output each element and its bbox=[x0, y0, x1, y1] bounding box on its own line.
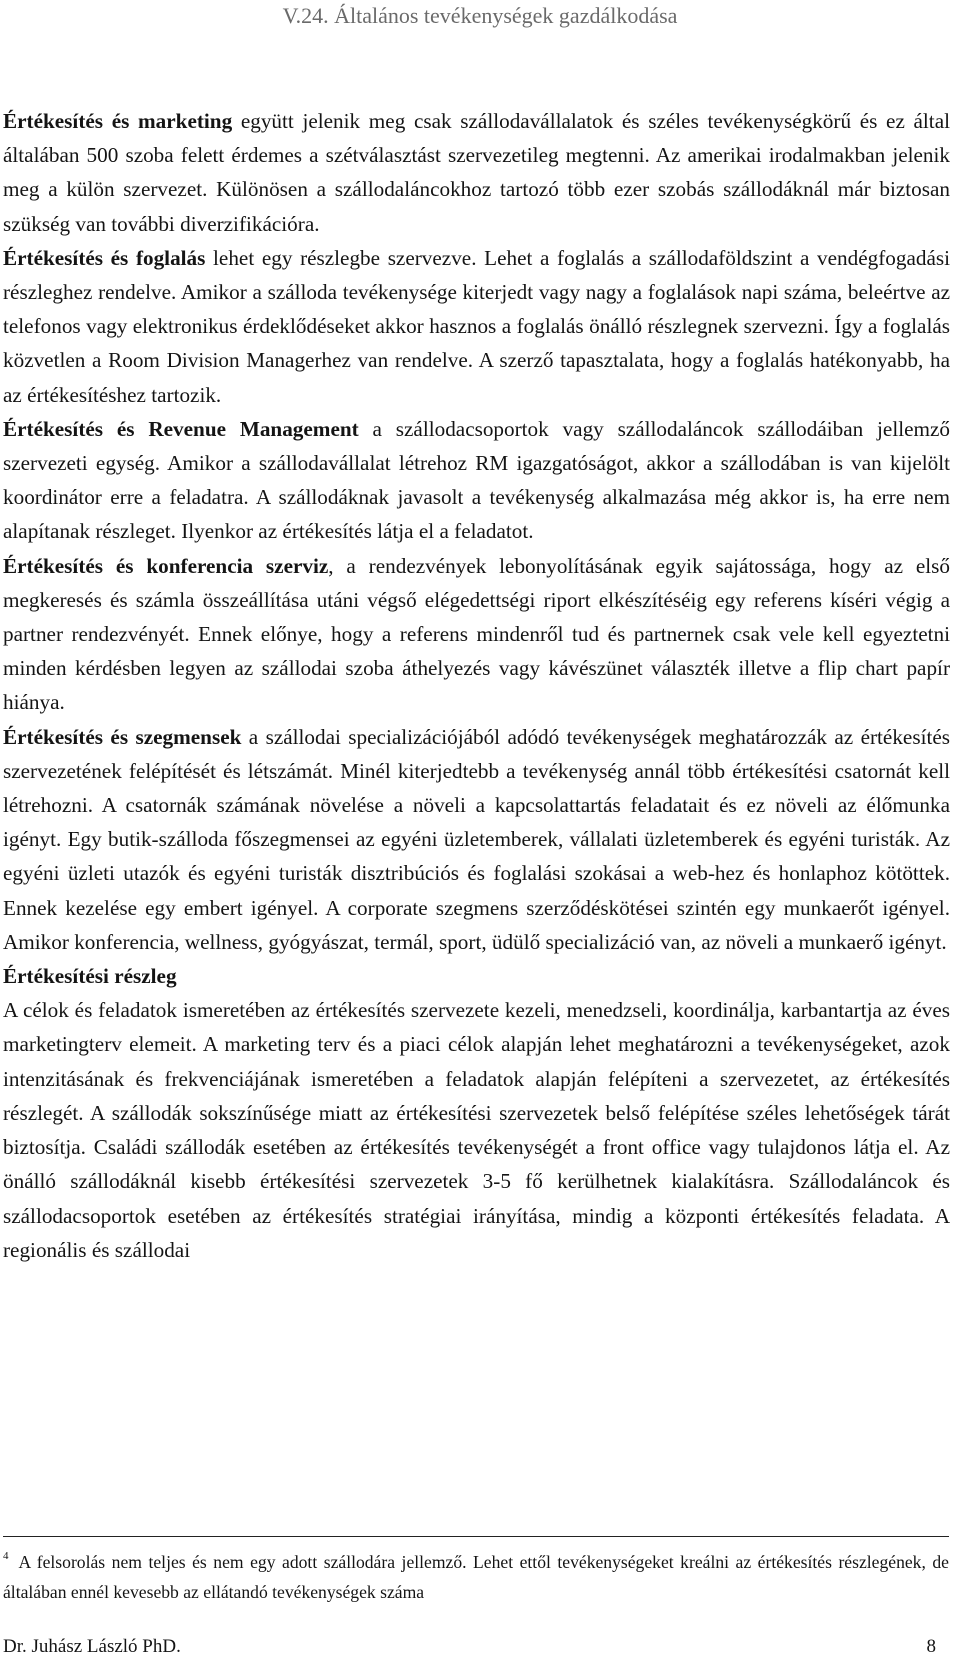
paragraph-text: a szállodacsoportok vagy szállodaláncok szállodáiban jellemző szervezeti egység. Amikor a szállodavállalat létrehoz RM igazgatóságot, akkor a szállodában is van kijelölt koordinátor erre a feladatra. A szállodáknak javasolt a tevékenység alkalmazása még akkor is, ha erre nem alapítanak részleget. Ilyenkor az értékesítés látja el a feladatot. bbox=[3, 416, 950, 544]
paragraph bbox=[3, 241, 950, 412]
paragraph-text: a szállodai specializációjából adódó tevékenységek meghatározzák az értékesítés szervezetének felépítését és létszámát. Minél kiterjedtebb a tevékenység annál több értékesítési csatornát kell létrehozni. A csatornák számának növelése a növeli a kapcsolattartás feladatait és ez növeli az élőmunka igényt. Egy butik-szálloda főszegmensei az egyéni üzletemberek, vállalati üzletemberek és egyéni turisták. Az egyéni üzleti utazók és egyéni turisták disztribúciós és foglalási szokásai a web-hez és honlaphoz kötöttek. Ennek kezelése egy embert igényel. A corporate szegmens szerződéskötései szintén egy munkaerőt igényel. Amikor konferencia, wellness, gyógyászat, termál, sport, üdülő specializáció van, az növeli a munkaerő igényt. bbox=[3, 724, 950, 954]
paragraph-lead: Értékesítés és marketing bbox=[3, 109, 233, 133]
paragraph-lead: Értékesítés és konferencia szerviz bbox=[3, 553, 329, 578]
footer-author: Dr. Juhász László PhD. bbox=[3, 1636, 181, 1657]
paragraph-lead: Értékesítés és szegmensek bbox=[3, 724, 242, 749]
footnote bbox=[3, 1541, 949, 1607]
paragraph bbox=[3, 549, 950, 720]
footnote-text: A felsorolás nem teljes és nem egy adott szállodára jellemző. Lehet ettől tevékenységeket kreálni az értékesítés részlegének, de általában ennél kevesebb az ellátandó tevékenységek száma bbox=[3, 1552, 949, 1602]
footnote-divider bbox=[3, 1536, 949, 1537]
section-paragraph: A célok és feladatok ismeretében az értékesítés szervezete kezeli, menedzseli, koordinálja, karbantartja az éves marketingterv elemeit. A marketing terv és a piaci célok alapján lehet meghatározni a tevékenységeket, azok intenzitásának és frekvenciájának ismeretében a feladatok alapján felépíteni a szervezetet, az értékesítés részlegét. A szállodák sokszínűsége miatt az értékesítési szervezetek belső felépítése széles lehetőségek tárát biztosítja. Családi szállodák esetében az értékesítés tevékenységét a front office vagy tulajdonos látja el. Az önálló szállodáknál kisebb értékesítési szervezetek 3-5 fő kerülhetnek kialakításra. Szállodaláncok és szállodacsoportok esetében az értékesítés stratégiai irányítása, mindig a központi értékesítés feladata. A regionális és szállodai bbox=[3, 998, 950, 1262]
paragraph bbox=[3, 104, 950, 241]
document-body bbox=[3, 104, 950, 1267]
paragraph bbox=[3, 720, 950, 959]
paragraph-text: , a rendezvények lebonyolításának egyik sajátossága, hogy az első megkeresés és számla összeállítása utáni végső elégedettségi riport elkészítéséig egy referens kíséri végig a partner rendezvényét. Ennek előnye, hogy a referens mindenről tud és partnernek csak vele kell egyeztetni minden kérdésben legyen az szállodai szoba áthelyezés vagy kávészünet választék illetve a flip chart papír hiánya. bbox=[3, 553, 950, 715]
paragraph bbox=[3, 412, 950, 549]
paragraph-text: együtt jelenik meg csak szállodavállalatok és széles tevékenységkörű és ez által általában 500 szoba felett érdemes a szétválasztást szervezetileg megtenni. Az amerikai irodalmakban jelenik meg a külön szervezet. Különösen a szállodaláncokhoz tartozó több ezer szobás szállodáknál már biztosan szükség van további diverzifikációra. bbox=[3, 109, 950, 236]
paragraph-lead: Értékesítés és Revenue Management bbox=[3, 416, 359, 441]
page-number: 8 bbox=[926, 1636, 936, 1657]
paragraph-text: lehet egy részlegbe szervezve. Lehet a foglalás a szállodaföldszint a vendégfogadási részleghez rendelve. Amikor a szálloda tevékenysége kiterjedt vagy nagy a foglalások napi száma, beleértve az telefonos vagy elektronikus érdeklődéseket akkor hasznos a foglalás önálló részlegnek szervezni. Így a foglalás közvetlen a Room Division Managerhez van rendelve. A szerző tapasztalata, hogy a foglalás hatékonyabb, ha az értékesítéshez tartozik. bbox=[3, 245, 950, 407]
running-header: V.24. Általános tevékenységek gazdálkodása bbox=[282, 3, 678, 28]
footnote-number: 4 bbox=[3, 1550, 9, 1562]
paragraph-lead: Értékesítés és foglalás bbox=[3, 245, 206, 270]
section-heading: Értékesítési részleg bbox=[3, 964, 177, 989]
